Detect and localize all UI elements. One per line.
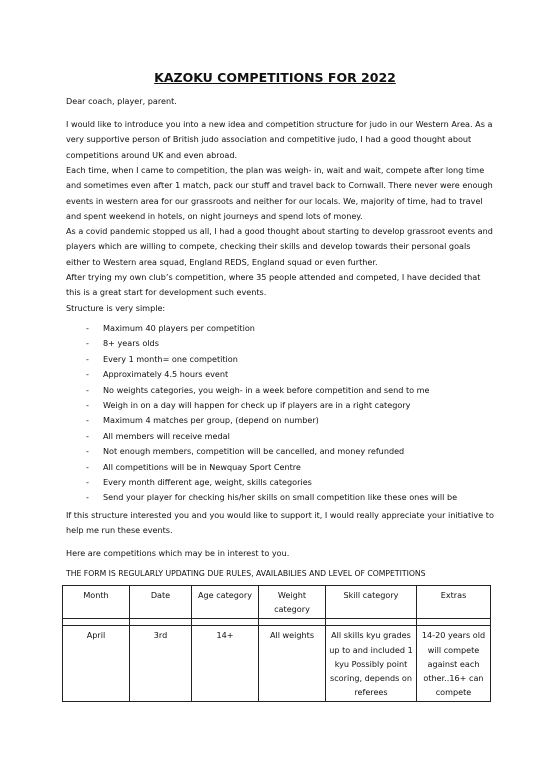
cell-month: April	[63, 626, 130, 702]
spacer-cell	[326, 619, 417, 626]
document-title: KAZOKU COMPETITIONS FOR 2022	[154, 70, 396, 85]
structure-intro: Structure is very simple:	[66, 303, 166, 313]
list-item: - Not enough members, competition will be cancelled, and money refunded	[86, 444, 506, 459]
cell-skill: All skills kyu grades up to and included 1 kyu Possibly point scoring, depends on referees	[326, 626, 417, 702]
spacer-cell	[130, 619, 192, 626]
list-item: - Maximum 40 players per competition	[86, 321, 506, 336]
cell-age: 14+	[192, 626, 259, 702]
table-row	[63, 626, 491, 702]
list-item: - No weights categories, you weigh- in a week before competition and send to me	[86, 383, 506, 398]
form-note: THE FORM IS REGULARLY UPDATING DUE RULES, AVAILABILIES AND LEVEL OF COMPETITIONS	[66, 569, 426, 578]
list-item: - 8+ years olds	[86, 336, 506, 351]
table-spacer-row	[63, 619, 491, 626]
spacer-cell	[417, 619, 491, 626]
greeting: Dear coach, player, parent.	[66, 96, 177, 106]
spacer-cell	[63, 619, 130, 626]
list-item: - All competitions will be in Newquay Sport Centre	[86, 460, 506, 475]
cell-extras: 14-20 years old will compete against each other..16+ can compete	[417, 626, 491, 702]
cell-weight: All weights	[259, 626, 326, 702]
list-item: - Every 1 month= one competition	[86, 352, 506, 367]
experience-paragraph: Each time, when I came to competition, the plan was weigh- in, wait and wait, compete after long time and sometimes even after 1 match, pack our stuff and travel back to Cornwall. There never were enough events in western area for our grassroots and neither for our locals. We, majority of time, had to travel and spent weekend in hotels, on night journeys and spend lots of money.	[66, 165, 493, 222]
competitions-intro: Here are competitions which may be in interest to you.	[66, 548, 290, 558]
table-header-row	[63, 586, 491, 619]
competitions-table	[62, 585, 491, 702]
list-item: - Send your player for checking his/her skills on small competition like these ones will be	[86, 490, 506, 505]
structure-list	[86, 321, 506, 506]
list-item: - Weigh in on a day will happen for check up if players are in a right category	[86, 398, 506, 413]
list-item: - Every month different age, weight, skills categories	[86, 475, 506, 490]
header-extras: Extras	[417, 586, 491, 619]
cell-date: 3rd	[130, 626, 192, 702]
intro-paragraph: I would like to introduce you into a new idea and competition structure for judo in our Western Area. As a very supportive person of British judo association and competitive judo, I had a good thought about competitions around UK and even abroad.	[66, 119, 493, 160]
list-item: - Maximum 4 matches per group, (depend on number)	[86, 413, 506, 428]
club-trial-paragraph: After trying my own club’s competition, where 35 people attended and competed, I have decided that this is a great start for development such events.	[66, 272, 481, 298]
spacer-cell	[259, 619, 326, 626]
header-weight-category: Weight category	[259, 586, 326, 619]
header-date: Date	[130, 586, 192, 619]
header-month: Month	[63, 586, 130, 619]
spacer-cell	[192, 619, 259, 626]
header-skill-category: Skill category	[326, 586, 417, 619]
list-item: - All members will receive medal	[86, 429, 506, 444]
header-age-category: Age category	[192, 586, 259, 619]
list-item: - Approximately 4.5 hours event	[86, 367, 506, 382]
covid-paragraph: As a covid pandemic stopped us all, I had a good thought about starting to develop grassroot events and players which are willing to compete, checking their skills and develop towards their personal goals either to Western area squad, England REDS, England squad or even further.	[66, 226, 493, 267]
support-paragraph: If this structure interested you and you would like to support it, I would really appreciate your initiative to help me run these events.	[66, 510, 494, 536]
